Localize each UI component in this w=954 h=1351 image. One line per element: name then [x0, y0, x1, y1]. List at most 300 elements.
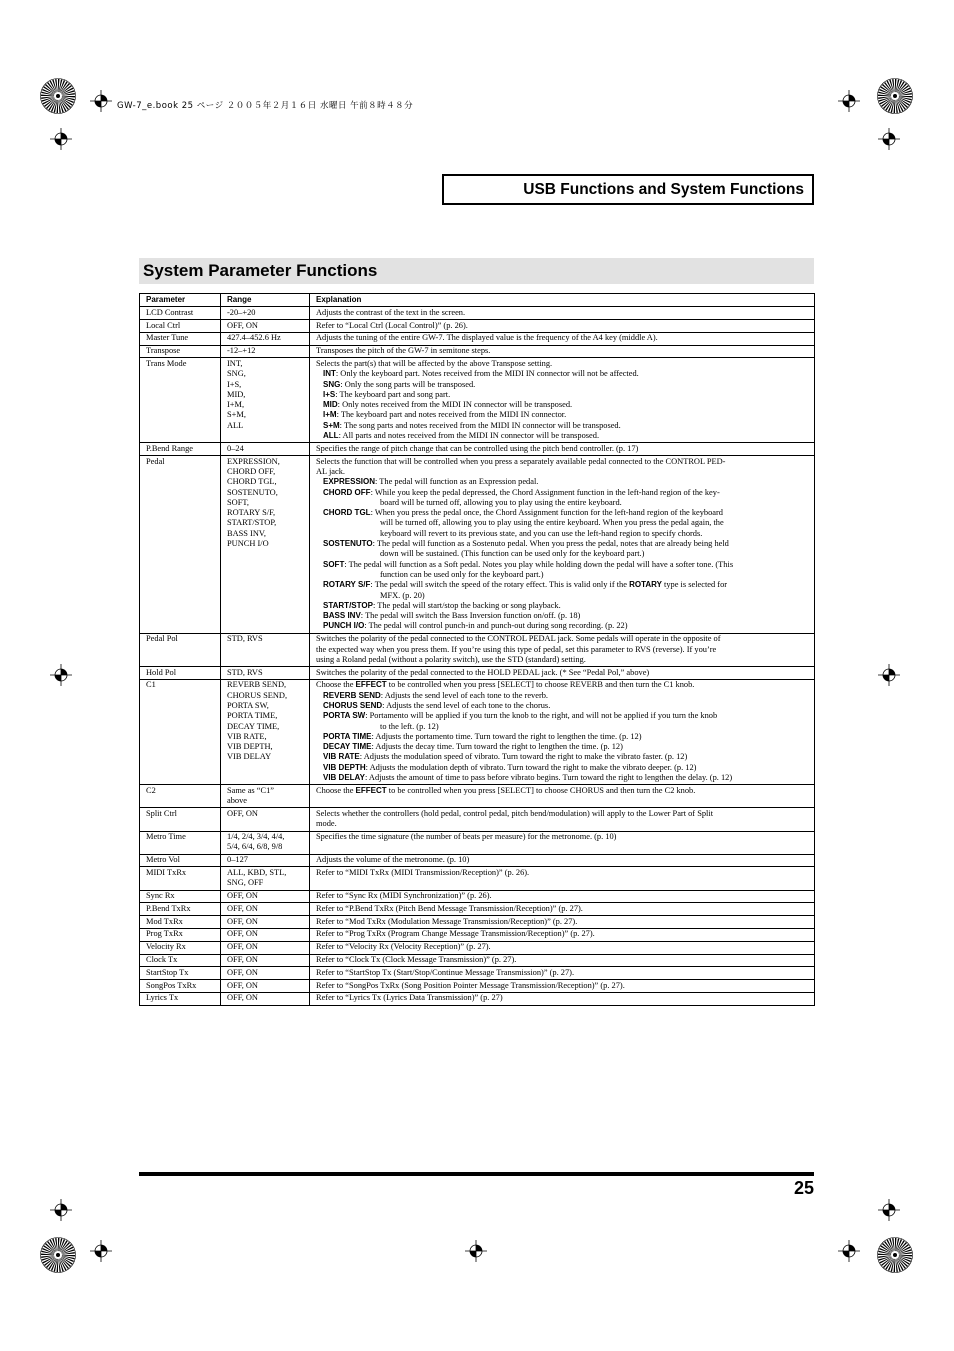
explanation-line — [316, 570, 808, 580]
explanation-text: : The pedal will switch the speed of the rotary effect. This is valid only if the — [370, 580, 630, 590]
explanation-text: : Adjusts the modulation speed of vibrato. Turn toward the right to make the vibrato faster. (p. 12) — [359, 752, 688, 762]
parameter-range — [221, 903, 310, 916]
explanation-text: the expected way when you press them. If you’re using this type of pedal, set this parameter to RVS (reverse). If you’re — [316, 644, 717, 654]
parameter-name: P.Bend TxRx — [140, 903, 221, 916]
explanation-line — [316, 321, 808, 331]
column-header-parameter: Parameter — [140, 294, 221, 307]
explanation-text: : The pedal will function as a Sostenuto pedal. When you press the pedal, notes that are already being held — [372, 539, 729, 549]
parameter-explanation — [310, 633, 815, 666]
range-line: STD, RVS — [227, 634, 263, 644]
explanation-text: Selects the part(s) that will be affected by the above Transpose setting. — [316, 358, 553, 368]
range-line: OFF, ON — [227, 891, 258, 901]
explanation-text: mode. — [316, 819, 337, 829]
explanation-line — [316, 359, 808, 369]
range-line: 0–24 — [227, 443, 244, 453]
table-row — [140, 633, 815, 666]
range-line: 0–127 — [227, 855, 248, 865]
explanation-text: Choose the — [316, 680, 356, 690]
parameter-name: Metro Time — [140, 831, 221, 854]
explanation-line — [316, 390, 808, 400]
parameter-explanation — [310, 941, 815, 954]
table-row — [140, 967, 815, 980]
parameter-range — [221, 854, 310, 867]
explanation-text: : The pedal will control punch-in and punch-out during song recording. (p. 22) — [364, 621, 628, 631]
explanation-text: : The pedal will switch the Bass Inversion function on/off. (p. 18) — [360, 611, 581, 621]
parameter-range — [221, 954, 310, 967]
explanation-text: : Adjusts the send level of each tone to the chorus. — [382, 700, 551, 710]
range-line: PORTA SW, — [227, 700, 269, 710]
range-line: SOFT, — [227, 497, 249, 507]
explanation-text: keyboard will revert to its previous state, and you can use the left-hand region to specify chords. — [380, 528, 703, 538]
explanation-text: Specifies the time signature (the number of beats per measure) for the metronome. (p. 10) — [316, 832, 617, 842]
explanation-text: will be turned off, allowing you to play using the entire keyboard. When you press the pedal again, the — [380, 518, 724, 528]
option-keyword: START/STOP — [323, 600, 373, 610]
parameter-name: P.Bend Range — [140, 443, 221, 456]
range-line: OFF, ON — [227, 955, 258, 965]
table-row — [140, 456, 815, 634]
table-row — [140, 831, 815, 854]
explanation-line — [316, 518, 808, 528]
range-line: PORTA TIME, — [227, 711, 278, 721]
range-line: INT, — [227, 358, 243, 368]
range-line: CHORD TGL, — [227, 477, 277, 487]
explanation-line — [316, 968, 808, 978]
explanation-line — [316, 634, 808, 644]
parameter-explanation — [310, 831, 815, 854]
explanation-line — [316, 539, 808, 549]
parameter-name: Trans Mode — [140, 358, 221, 443]
parameter-name: MIDI TxRx — [140, 867, 221, 890]
explanation-line — [316, 701, 808, 711]
table-row — [140, 854, 815, 867]
crosshair-mark — [50, 1199, 72, 1221]
parameter-name: Pedal Pol — [140, 633, 221, 666]
option-keyword: VIB DELAY — [323, 773, 365, 783]
parameter-range — [221, 916, 310, 929]
explanation-line — [316, 742, 808, 752]
option-keyword: DECAY TIME — [323, 742, 372, 752]
explanation-line — [316, 691, 808, 701]
parameter-range — [221, 358, 310, 443]
range-line: OFF, ON — [227, 980, 258, 990]
parameter-name: Local Ctrl — [140, 320, 221, 333]
parameter-range — [221, 808, 310, 831]
range-line: DECAY TIME, — [227, 721, 280, 731]
explanation-text: AL jack. — [316, 466, 345, 476]
parameter-explanation — [310, 954, 815, 967]
table-row — [140, 928, 815, 941]
parameter-explanation — [310, 854, 815, 867]
parameter-range — [221, 456, 310, 634]
parameter-range — [221, 443, 310, 456]
range-line: 1/4, 2/4, 3/4, 4/4, — [227, 832, 285, 842]
range-line: OFF, ON — [227, 320, 258, 330]
range-line: S+M, — [227, 410, 246, 420]
parameter-explanation — [310, 867, 815, 890]
explanation-text: Refer to “Lyrics Tx (Lyrics Data Transmission)” (p. 27) — [316, 993, 503, 1003]
parameter-explanation — [310, 345, 815, 358]
explanation-text: : Only the keyboard part. Notes received from the MIDI IN connector will not be affected. — [335, 369, 639, 379]
explanation-text: : The keyboard part and notes received from the MIDI IN connector. — [336, 410, 567, 420]
page-number: 25 — [793, 1178, 814, 1198]
explanation-line — [316, 993, 808, 1003]
parameter-explanation — [310, 903, 815, 916]
range-line: ROTARY S/F, — [227, 508, 276, 518]
parameter-explanation — [310, 928, 815, 941]
explanation-text: Refer to “Mod TxRx (Modulation Message Transmission/Reception)” (p. 27). — [316, 916, 578, 926]
explanation-line — [316, 955, 808, 965]
explanation-line — [316, 611, 808, 621]
table-row — [140, 916, 815, 929]
range-line: 427.4–452.6 Hz — [227, 333, 281, 343]
range-line: above — [227, 796, 247, 806]
option-keyword: SOSTENUTO — [323, 539, 373, 549]
parameter-name: SongPos TxRx — [140, 980, 221, 993]
explanation-text: Switches the polarity of the pedal connected to the HOLD PEDAL jack. (* See “Pedal Pol,” above) — [316, 667, 650, 677]
explanation-text: to be controlled when you press [SELECT] to choose CHORUS and then turn the C2 knob. — [386, 785, 696, 795]
table-row — [140, 358, 815, 443]
crosshair-mark — [838, 1240, 860, 1262]
explanation-line — [316, 832, 808, 842]
parameter-explanation — [310, 307, 815, 320]
section-header — [442, 174, 814, 205]
explanation-text: : The pedal will start/stop the backing or song playback. — [372, 600, 561, 610]
section-header-title: USB Functions and System Functions — [523, 180, 804, 198]
crosshair-mark — [90, 1240, 112, 1262]
option-keyword: INT — [323, 369, 336, 379]
range-line: PUNCH I/O — [227, 539, 269, 549]
parameter-range — [221, 633, 310, 666]
option-keyword: PUNCH I/O — [323, 621, 365, 631]
explanation-text: : Adjusts the decay time. Turn toward the right to lengthen the time. (p. 12) — [371, 742, 623, 752]
explanation-line — [316, 369, 808, 379]
parameter-range — [221, 345, 310, 358]
range-line: Same as “C1” — [227, 785, 274, 795]
explanation-text: Refer to “Prog TxRx (Program Change Message Transmission/Reception)” (p. 27). — [316, 929, 595, 939]
explanation-line — [316, 477, 808, 487]
explanation-line — [316, 498, 808, 508]
range-line: START/STOP, — [227, 518, 277, 528]
range-line: VIB RATE, — [227, 731, 267, 741]
explanation-text: Refer to “Sync Rx (MIDI Synchronization)” (p. 26). — [316, 891, 492, 901]
explanation-text: function can be used only for the keyboard part.) — [380, 569, 544, 579]
explanation-line — [316, 942, 808, 952]
range-line: OFF, ON — [227, 929, 258, 939]
explanation-line — [316, 400, 808, 410]
range-line: -12–+12 — [227, 346, 256, 356]
option-keyword: ROTARY S/F — [323, 580, 371, 590]
explanation-line — [316, 981, 808, 991]
explanation-line — [316, 457, 808, 467]
table-row — [140, 941, 815, 954]
table-row — [140, 667, 815, 680]
explanation-text: : When you press the pedal once, the Chord Assignment function for the left-hand region of the keyboard — [370, 508, 723, 518]
range-line: 5/4, 6/4, 6/8, 9/8 — [227, 842, 283, 852]
explanation-line — [316, 508, 808, 518]
explanation-line — [316, 549, 808, 559]
crosshair-mark — [878, 1199, 900, 1221]
range-line: SNG, OFF — [227, 878, 264, 888]
option-keyword: I+M — [323, 410, 337, 420]
parameter-name: Prog TxRx — [140, 928, 221, 941]
explanation-line — [316, 645, 808, 655]
parameter-explanation — [310, 967, 815, 980]
table-row — [140, 345, 815, 358]
parameter-range — [221, 928, 310, 941]
explanation-line — [316, 621, 808, 631]
explanation-text: : Only the song parts will be transposed. — [340, 379, 476, 389]
parameter-range — [221, 941, 310, 954]
range-line: SNG, — [227, 369, 246, 379]
table-row — [140, 307, 815, 320]
parameter-name: Lyrics Tx — [140, 992, 221, 1005]
option-keyword: PORTA TIME — [323, 731, 372, 741]
explanation-text: Refer to “MIDI TxRx (MIDI Transmission/Reception)” (p. 26). — [316, 867, 530, 877]
option-keyword: REVERB SEND — [323, 690, 381, 700]
explanation-line — [316, 773, 808, 783]
page-title: System Parameter Functions — [139, 258, 814, 284]
explanation-line — [316, 655, 808, 665]
parameter-explanation — [310, 808, 815, 831]
explanation-text: Switches the polarity of the pedal connected to the CONTROL PEDAL jack. Some pedals will operate in the opposite of — [316, 634, 721, 644]
range-line: I+M, — [227, 400, 245, 410]
explanation-text: Refer to “SongPos TxRx (Song Position Pointer Message Transmission/Reception)” (p. 27). — [316, 980, 625, 990]
explanation-text: Refer to “Velocity Rx (Velocity Reception)” (p. 27). — [316, 942, 491, 952]
range-line: OFF, ON — [227, 942, 258, 952]
explanation-line — [316, 786, 808, 796]
table-row — [140, 903, 815, 916]
explanation-line — [316, 410, 808, 420]
explanation-line — [316, 346, 808, 356]
range-line: OFF, ON — [227, 967, 258, 977]
table-row — [140, 867, 815, 890]
table-row — [140, 332, 815, 345]
table-row — [140, 954, 815, 967]
explanation-line — [316, 752, 808, 762]
parameter-explanation — [310, 916, 815, 929]
range-line: I+S, — [227, 379, 242, 389]
range-line: OFF, ON — [227, 808, 258, 818]
explanation-text: to be controlled when you press [SELECT] to choose REVERB and then turn the C1 knob. — [386, 680, 695, 690]
explanation-text: Refer to “P.Bend TxRx (Pitch Bend Message Transmission/Reception)” (p. 27). — [316, 903, 583, 913]
option-keyword: VIB RATE — [323, 752, 360, 762]
explanation-line — [316, 467, 808, 477]
option-keyword: EXPRESSION — [323, 477, 376, 487]
parameter-name: C1 — [140, 679, 221, 784]
parameter-range — [221, 992, 310, 1005]
table-row — [140, 785, 815, 808]
explanation-text: Transposes the pitch of the GW-7 in semitone steps. — [316, 346, 491, 356]
crosshair-mark — [90, 90, 112, 112]
parameter-name: Mod TxRx — [140, 916, 221, 929]
inline-keyword: EFFECT — [355, 785, 387, 795]
parameter-explanation — [310, 980, 815, 993]
column-header-range: Range — [221, 294, 310, 307]
table-row — [140, 443, 815, 456]
crosshair-mark — [838, 90, 860, 112]
explanation-text: Choose the — [316, 785, 356, 795]
explanation-line — [316, 560, 808, 570]
explanation-line — [316, 668, 808, 678]
explanation-text: Selects whether the controllers (hold pedal, control pedal, pitch bend/modulation) will apply to the Lower Part of Split — [316, 808, 714, 818]
option-keyword: SNG — [323, 379, 341, 389]
explanation-text: : Portamento will be applied if you turn the knob to the right, and will not be applied if you turn the knob — [365, 711, 718, 721]
parameter-name: Split Ctrl — [140, 808, 221, 831]
parameter-explanation — [310, 320, 815, 333]
option-keyword: MID — [323, 400, 338, 410]
option-keyword: ALL — [323, 431, 339, 441]
explanation-text: Adjusts the volume of the metronome. (p. 10) — [316, 855, 470, 865]
explanation-text: Selects the function that will be controlled when you press a separately available pedal connected to the CONTROL PED- — [316, 456, 726, 466]
parameter-name: Hold Pol — [140, 667, 221, 680]
table-row — [140, 679, 815, 784]
parameter-name: Velocity Rx — [140, 941, 221, 954]
range-line: OFF, ON — [227, 993, 258, 1003]
parameter-explanation — [310, 456, 815, 634]
parameter-range — [221, 785, 310, 808]
explanation-line — [316, 917, 808, 927]
explanation-line — [316, 929, 808, 939]
parameter-range — [221, 307, 310, 320]
range-line: CHORD OFF, — [227, 466, 276, 476]
explanation-line — [316, 891, 808, 901]
parameter-name: LCD Contrast — [140, 307, 221, 320]
explanation-text: : While you keep the pedal depressed, the Chord Assignment function in the left-hand region of the key- — [370, 487, 720, 497]
range-line: VIB DEPTH, — [227, 742, 273, 752]
explanation-line — [316, 763, 808, 773]
parameter-explanation — [310, 890, 815, 903]
table-row — [140, 992, 815, 1005]
explanation-text: Refer to “Local Ctrl (Local Control)” (p. 26). — [316, 320, 468, 330]
parameter-name: Metro Vol — [140, 854, 221, 867]
range-line: STD, RVS — [227, 667, 263, 677]
explanation-text: : Adjusts the amount of time to pass before vibrato begins. Turn toward the right to lengthen the delay. (p. 12) — [364, 773, 733, 783]
explanation-line — [316, 591, 808, 601]
parameter-name: Clock Tx — [140, 954, 221, 967]
explanation-text: Refer to “StartStop Tx (Start/Stop/Continue Message Transmission)” (p. 27). — [316, 967, 575, 977]
explanation-text: down will be sustained. (This function can be used only for the keyboard part.) — [380, 549, 645, 559]
explanation-text: Adjusts the contrast of the text in the screen. — [316, 307, 466, 317]
option-keyword: CHORD OFF — [323, 487, 371, 497]
explanation-text: : Adjusts the modulation depth of vibrato. Turn toward the right to make the vibrato deeper. (p. 12) — [365, 762, 697, 772]
parameter-table — [139, 293, 815, 1006]
range-line: OFF, ON — [227, 916, 258, 926]
parameter-explanation — [310, 443, 815, 456]
explanation-text: board will be turned off, allowing you to play using the entire keyboard. — [380, 497, 622, 507]
explanation-line — [316, 680, 808, 690]
range-line: ALL, KBD, STL, — [227, 867, 287, 877]
explanation-line — [316, 488, 808, 498]
footer-rule — [139, 1172, 814, 1176]
explanation-text: : Adjusts the send level of each tone to the reverb. — [380, 690, 549, 700]
option-keyword: CHORUS SEND — [323, 700, 383, 710]
crosshair-mark — [465, 1240, 487, 1262]
parameter-explanation — [310, 332, 815, 345]
option-keyword: S+M — [323, 420, 340, 430]
option-keyword: PORTA SW — [323, 711, 366, 721]
parameter-explanation — [310, 358, 815, 443]
sunburst-mark — [40, 78, 76, 114]
crosshair-mark — [878, 664, 900, 686]
range-line: REVERB SEND, — [227, 680, 287, 690]
explanation-line — [316, 333, 808, 343]
sunburst-mark — [877, 78, 913, 114]
explanation-text: Specifies the range of pitch change that can be controlled using the pitch bend controller. (p. 17) — [316, 443, 639, 453]
explanation-line — [316, 431, 808, 441]
table-row — [140, 890, 815, 903]
parameter-range — [221, 867, 310, 890]
option-keyword: CHORD TGL — [323, 508, 371, 518]
explanation-text: : The song parts and notes received from the MIDI IN connector will be transposed. — [339, 420, 621, 430]
parameter-explanation — [310, 679, 815, 784]
explanation-line — [316, 580, 808, 590]
parameter-name: Pedal — [140, 456, 221, 634]
parameter-name: Transpose — [140, 345, 221, 358]
parameter-range — [221, 667, 310, 680]
explanation-line — [316, 308, 808, 318]
explanation-line — [316, 529, 808, 539]
explanation-line — [316, 868, 808, 878]
option-keyword: I+S — [323, 389, 336, 399]
explanation-text: : The pedal will function as an Expression pedal. — [375, 477, 539, 487]
table-header-row — [140, 294, 815, 307]
explanation-text: : Only notes received from the MIDI IN connector will be transposed. — [337, 400, 573, 410]
crosshair-mark — [50, 128, 72, 150]
explanation-text: type is selected for — [661, 580, 728, 590]
option-keyword: SOFT — [323, 559, 345, 569]
range-line: MID, — [227, 389, 246, 399]
explanation-text: Adjusts the tuning of the entire GW-7. The displayed value is the frequency of the A4 key (middle A). — [316, 333, 658, 343]
crosshair-mark — [878, 128, 900, 150]
parameter-explanation — [310, 785, 815, 808]
parameter-explanation — [310, 992, 815, 1005]
explanation-text: to the left. (p. 12) — [380, 721, 439, 731]
explanation-text: using a Roland pedal (without a polarity switch), use the STD (standard) setting. — [316, 654, 586, 664]
parameter-name: Master Tune — [140, 332, 221, 345]
explanation-text: Refer to “Clock Tx (Clock Message Transmission)” (p. 27). — [316, 955, 517, 965]
range-line: OFF, ON — [227, 903, 258, 913]
range-line: -20–+20 — [227, 307, 256, 317]
sunburst-mark — [40, 1237, 76, 1273]
explanation-text: : The keyboard part and song part. — [335, 389, 451, 399]
explanation-line — [316, 421, 808, 431]
explanation-line — [316, 904, 808, 914]
explanation-line — [316, 722, 808, 732]
print-header: GW-7_e.book 25 ページ ２００５年２月１６日 水曜日 午前８時４８分 — [117, 101, 414, 111]
explanation-line — [316, 380, 808, 390]
explanation-line — [316, 444, 808, 454]
explanation-line — [316, 601, 808, 611]
explanation-line — [316, 711, 808, 721]
inline-keyword: ROTARY — [629, 580, 662, 590]
parameter-range — [221, 890, 310, 903]
parameter-name: C2 — [140, 785, 221, 808]
range-line: CHORUS SEND, — [227, 690, 288, 700]
range-line: BASS INV, — [227, 528, 266, 538]
parameter-range — [221, 980, 310, 993]
range-line: VIB DELAY — [227, 752, 272, 762]
explanation-line — [316, 809, 808, 819]
inline-keyword: EFFECT — [355, 680, 387, 690]
option-keyword: VIB DEPTH — [323, 762, 366, 772]
explanation-text: : All parts and notes received from the MIDI IN connector will be transposed. — [338, 431, 600, 441]
parameter-explanation — [310, 667, 815, 680]
parameter-range — [221, 320, 310, 333]
parameter-range — [221, 332, 310, 345]
range-line: ALL — [227, 420, 244, 430]
explanation-line — [316, 855, 808, 865]
explanation-text: : The pedal will function as a Soft pedal. Notes you play while holding down the pedal will have a softer tone. (This — [344, 559, 734, 569]
